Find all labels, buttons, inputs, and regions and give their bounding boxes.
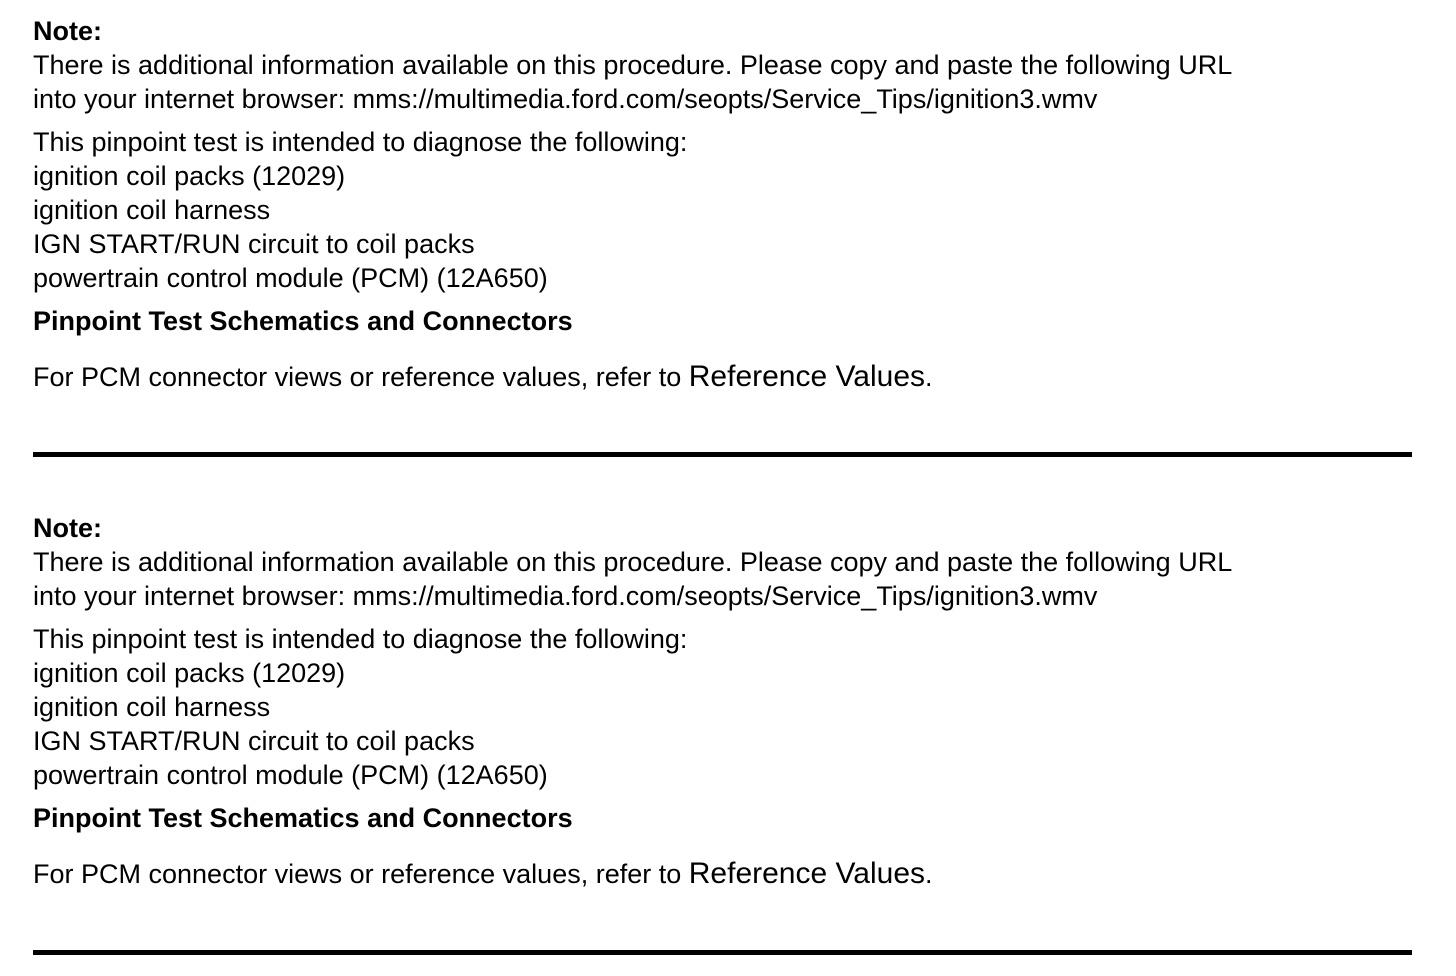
list-item: ignition coil packs (12029): [33, 161, 346, 191]
schematics-heading: Pinpoint Test Schematics and Connectors: [33, 803, 573, 833]
list-item: IGN START/RUN circuit to coil packs: [33, 726, 475, 756]
reference-line: [33, 857, 1413, 891]
note-text: [33, 48, 1413, 116]
diagnose-list: [33, 159, 1413, 295]
reference-prefix: For PCM connector views or reference values, refer to: [33, 362, 689, 392]
note-text-line: into your internet browser: mms://multimedia.ford.com/seopts/Service_Tips/ignition3.wmv: [33, 84, 1098, 114]
diagnose-intro: This pinpoint test is intended to diagnose the following:: [33, 127, 688, 157]
section-divider: [33, 950, 1412, 955]
reference-values-link[interactable]: Reference Values: [688, 360, 926, 393]
list-item: IGN START/RUN circuit to coil packs: [33, 229, 475, 259]
note-text: [33, 545, 1413, 613]
note-label: Note:: [33, 513, 102, 543]
note-label: Note:: [33, 16, 102, 46]
reference-line: [33, 360, 1413, 394]
pinpoint-test-section: [33, 511, 1413, 891]
list-item: ignition coil packs (12029): [33, 658, 346, 688]
reference-suffix: .: [925, 362, 933, 392]
list-item: powertrain control module (PCM) (12A650): [33, 760, 548, 790]
diagnose-intro: This pinpoint test is intended to diagnose the following:: [33, 624, 688, 654]
reference-values-link[interactable]: Reference Values: [688, 857, 926, 890]
note-text-line: There is additional information available on this procedure. Please copy and paste the following URL: [33, 50, 1233, 80]
schematics-heading: Pinpoint Test Schematics and Connectors: [33, 306, 573, 336]
pinpoint-test-section: [33, 14, 1413, 394]
reference-suffix: .: [925, 859, 933, 889]
list-item: ignition coil harness: [33, 692, 271, 722]
list-item: powertrain control module (PCM) (12A650): [33, 263, 548, 293]
diagnose-list: [33, 656, 1413, 792]
note-text-line: There is additional information available on this procedure. Please copy and paste the following URL: [33, 547, 1233, 577]
list-item: ignition coil harness: [33, 195, 271, 225]
reference-prefix: For PCM connector views or reference values, refer to: [33, 859, 689, 889]
note-text-line: into your internet browser: mms://multimedia.ford.com/seopts/Service_Tips/ignition3.wmv: [33, 581, 1098, 611]
section-divider: [33, 452, 1412, 457]
